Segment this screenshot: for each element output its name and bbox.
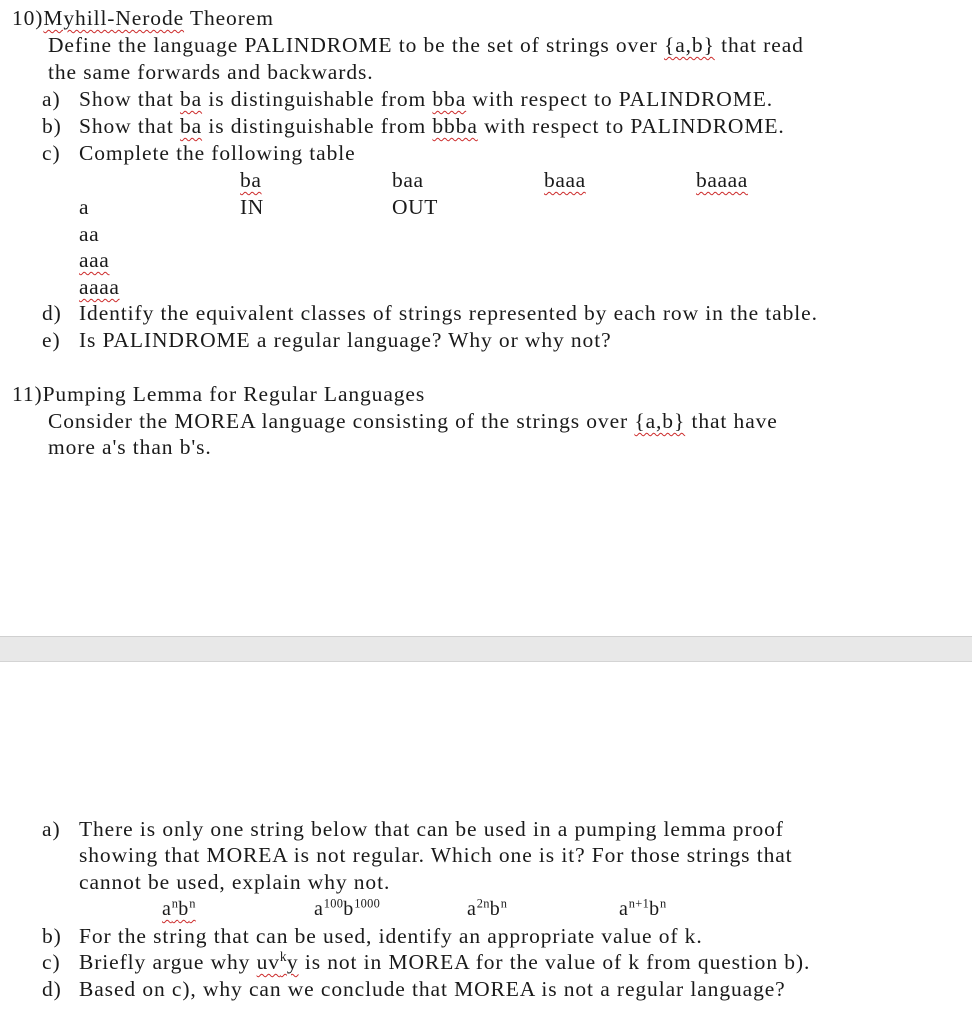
item-10d-text: Identify the equivalent classes of strings represented by each row in the table. bbox=[79, 301, 818, 325]
table-cell: OUT bbox=[392, 195, 438, 219]
section-10-title-underlined: Myhill-Nerode bbox=[43, 6, 185, 30]
section-11-intro-line-1: Consider the MOREA language consisting of the strings over {a,b} that have bbox=[48, 409, 778, 433]
section-10-number: 10) bbox=[12, 6, 44, 30]
table-column-header: baaaa bbox=[696, 168, 748, 192]
item-11a-label: a) bbox=[42, 817, 61, 841]
section-10-heading bbox=[12, 8, 274, 30]
section-11-intro-line-2: more a's than b's. bbox=[48, 435, 212, 459]
candidate-string: $a^{n+1}b^n$ bbox=[619, 896, 667, 920]
alphabet-set: {a,b} bbox=[634, 409, 686, 433]
candidate-string: $a^nb^n$ bbox=[162, 896, 196, 920]
table-row-header: aaa bbox=[79, 248, 110, 272]
table-row-header: a bbox=[79, 195, 90, 219]
table-column-header: baa bbox=[392, 168, 424, 192]
table-row-header: aaaa bbox=[79, 275, 120, 299]
section-11-heading bbox=[12, 384, 425, 406]
item-11c-label: c) bbox=[42, 950, 61, 974]
table-row-header: aa bbox=[79, 222, 100, 246]
item-11a-line-1: There is only one string below that can be used in a pumping lemma proof bbox=[79, 817, 784, 841]
section-11-number: 11) bbox=[12, 382, 43, 406]
item-10d-label: d) bbox=[42, 301, 62, 325]
item-11a-line-2: showing that MOREA is not regular. Which one is it? For those strings that bbox=[79, 843, 793, 867]
item-10b-text: Show that ba is distinguishable from bbba with respect to PALINDROME. bbox=[79, 114, 785, 138]
item-11c-text: Briefly argue why $uv^ky$ is not in MOREA for the value of k from question b). bbox=[79, 948, 811, 974]
item-11d-label: d) bbox=[42, 977, 62, 1001]
item-10b-label: b) bbox=[42, 114, 62, 138]
table-column-header: ba bbox=[240, 168, 262, 192]
item-11b-label: b) bbox=[42, 924, 62, 948]
item-10c-label: c) bbox=[42, 141, 61, 165]
section-10-title-rest: Theorem bbox=[184, 6, 274, 30]
alphabet-set: {a,b} bbox=[663, 33, 715, 57]
table-cell: IN bbox=[240, 195, 264, 219]
candidate-string: $a^{100}b^{1000}$ bbox=[314, 896, 381, 920]
section-10-intro-line-1 bbox=[48, 35, 804, 57]
item-11a-line-3: cannot be used, explain why not. bbox=[79, 870, 391, 894]
item-10a-label: a) bbox=[42, 87, 61, 111]
candidate-string: $a^{2n}b^n$ bbox=[467, 896, 508, 920]
item-10e-label: e) bbox=[42, 328, 61, 352]
item-10a-text: Show that ba is distinguishable from bba with respect to PALINDROME. bbox=[79, 87, 774, 111]
table-column-header: baaa bbox=[544, 168, 586, 192]
section-10-intro-line-2: the same forwards and backwards. bbox=[48, 60, 374, 84]
intro-text: Define the language PALINDROME to be the set of strings over bbox=[48, 33, 664, 57]
item-10e-text: Is PALINDROME a regular language? Why or why not? bbox=[79, 328, 612, 352]
section-11-title: Pumping Lemma for Regular Languages bbox=[42, 382, 426, 406]
item-10c-text: Complete the following table bbox=[79, 141, 356, 165]
item-11d-text: Based on c), why can we conclude that MOREA is not a regular language? bbox=[79, 977, 786, 1001]
item-11b-text: For the string that can be used, identify an appropriate value of k. bbox=[79, 924, 703, 948]
intro-text: that read bbox=[714, 33, 804, 57]
page-break-gap bbox=[0, 636, 972, 662]
